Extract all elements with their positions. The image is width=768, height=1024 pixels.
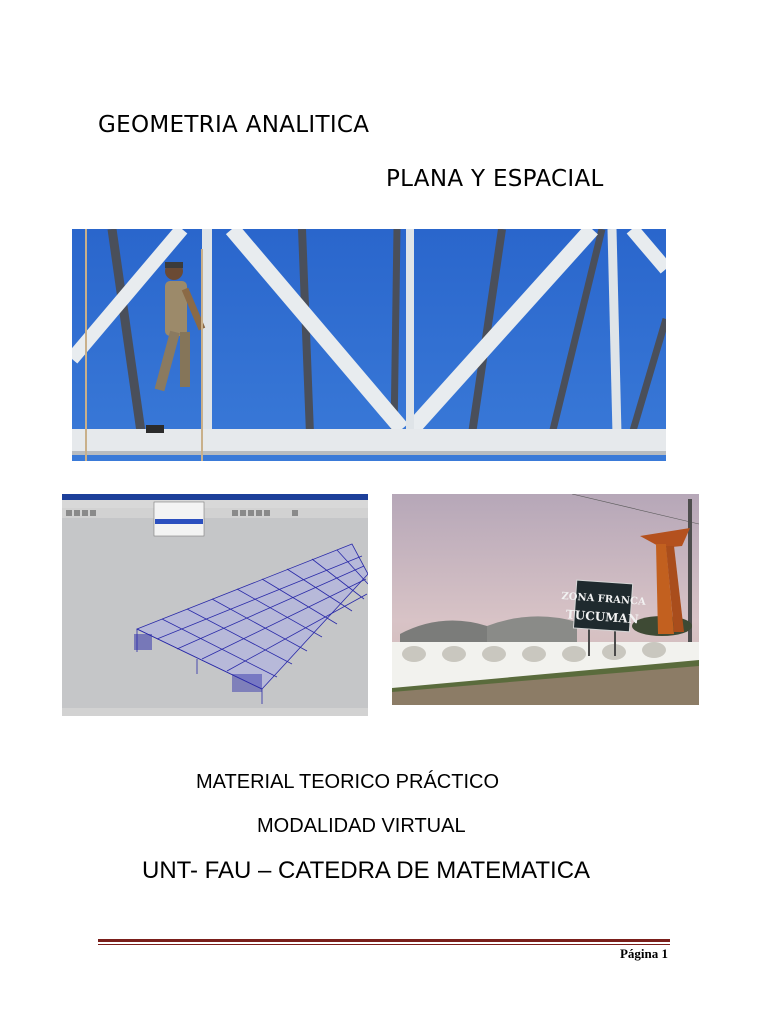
title-line-2: PLANA Y ESPACIAL [386,166,604,192]
footer-rule [98,939,670,942]
structural-software-screenshot [62,494,368,716]
truss-worker-photo [72,229,666,461]
title-line-1: GEOMETRIA ANALITICA [98,112,370,138]
page-number: Página 1 [619,946,668,961]
subtitle-material: MATERIAL TEORICO PRÁCTICO [196,771,499,793]
sign-line-1: ZONA FRANCA [561,591,647,608]
footer-rule-thin [98,944,670,945]
subtitle-institution: UNT- FAU – CATEDRA DE MATEMATICA [142,857,591,884]
sign-line-2: TUCUMAN [565,607,640,627]
subtitle-modalidad: MODALIDAD VIRTUAL [257,815,466,837]
zona-franca-photo [392,494,699,705]
